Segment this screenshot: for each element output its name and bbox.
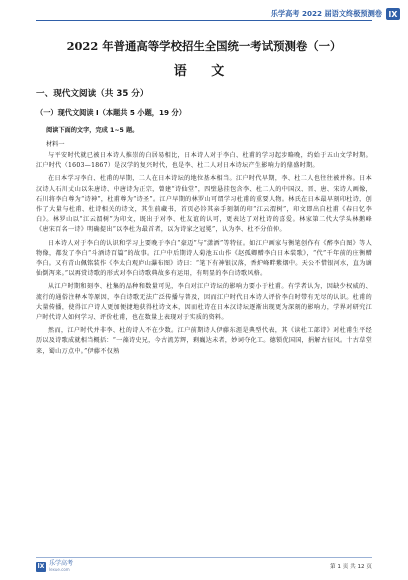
footer-brand-name: 乐学高考 bbox=[49, 560, 74, 567]
header-divider bbox=[36, 20, 372, 21]
header-banner bbox=[271, 8, 400, 20]
paragraph-4: 从江户时期和刻李、杜集的品种和数量可见，李白对江户诗坛的影响力要小于杜甫。有学者认为，因缺少权威的、流行的通俗注释本等原因，李白诗歌无法广泛传播与普及，因而江户时代日本诗人评价李白时带有无尽的认识。杜甫的大量传播，使得江户诗人更加便捷地获得杜诗文本，因而杜诗在日本汉诗坛逐渐出现更为深刻的影响力，学界对研究江户时代诗人如何学习、评价杜甫，也在数量上表现对于实质的资料。 bbox=[36, 283, 372, 322]
reading-instruction: 阅读下面的文字，完成 1~5 题。 bbox=[46, 127, 139, 134]
section-heading: 一、现代文阅读（共 35 分） bbox=[36, 89, 149, 99]
paragraph-2: 在日本学习李白、杜甫的早期，二人在日本诗坛的地位基本相当。江户时代早期，李、杜二人也往往被并称。日本汉诗人石川丈山以朱唐诗、中唐诗为正宗，曾建“诗仙堂”，四壁悬挂包含李、杜二人的中国汉、晋、唐、宋诗人画像，石川将李白尊为“诗神”，杜甫尊为“诗圣”。江户早期的林罗山可谓学习杜甫的重要人物。林氏在日本最早刻印杜诗，创作了大量与杜甫、杜诗相关的诗文，其生前藏书，首页必钤其亲手刻制的印“江云渭树”，印文即出自杜甫《春日忆李白》。林罗山以“江云渭树”为印文，既出于对李、杜友谊的认可，更表达了对杜诗的喜爱。林家第二代大学头林鹅峰《唐宋百名一诗》明确提出“以李杜为最首者，以为诗家之冠冕”，认为李、杜不分伯仲。 bbox=[36, 175, 372, 234]
footer-logo bbox=[36, 561, 73, 572]
footer-divider bbox=[36, 557, 372, 558]
subsection-heading: （一）现代文阅读 I（本题共 5 小题，19 分） bbox=[36, 108, 186, 117]
paragraph-5: 然而，江户时代并非李、杜的诗人不在少数。江户前期诗人伊藤东涯是典型代表，其《读杜工部诗》对杜甫生平经历以及诗歌成就相当概括：“一藻诗史兄，今古流芳辉，剩巍达未者，妙词夺化工。德锁优国国，捐解古征风。十古草堂来，蜀山万点中。”伊藤不仅熟 bbox=[36, 327, 372, 355]
paragraph-3: 日本诗人对于李白的认识和学习上要晚于李白“豪迈”与“潇洒”等特征。如江户画家与衡笔创作有《醉李白图》等人物像，都发了李白“斗酒诗百篇”的故事。江户中后期诗人菊池五山作《赵孤卿赠李白日本装歌》，“代”千年前的庄衡赠李白。又有青山佩铭装作《李太白观庐山瀑布图》诗曰：“笔下有神银汉落，香炉峰畔紫烟中。天公不惜银河水，直为谪仙倒泻来。”以再赏诗歌的形式对李白诗歌典故多有运用，有明显的李白诗歌风格。 bbox=[36, 239, 372, 278]
footer-brand-icon: lX bbox=[37, 563, 45, 570]
header-banner-text: 乐学高考 2022 届语文终极预测卷 bbox=[270, 9, 382, 18]
subject-title: 语 文 bbox=[173, 64, 235, 79]
material-label: 材料一 bbox=[46, 141, 65, 148]
footer-brand-url: lexue.com bbox=[49, 567, 70, 572]
exam-title: 2022 年普通高等学校招生全国统一考试预测卷（一） bbox=[66, 39, 342, 53]
document-body bbox=[36, 32, 372, 357]
page-number: 第 1 页 共 12 页 bbox=[330, 564, 372, 570]
brand-logo-icon: lX bbox=[386, 8, 400, 20]
paragraph-1: 与平安时代就已被日本诗人推崇的白居易相比，日本诗人对于李白、杜甫的学习起步略晚，约始于五山文学时期。江户时代（1603—1867）是汉学的复兴时代，也是李、杜二人对日本诗坛产生影响力的鼎盛时期。 bbox=[36, 152, 372, 170]
